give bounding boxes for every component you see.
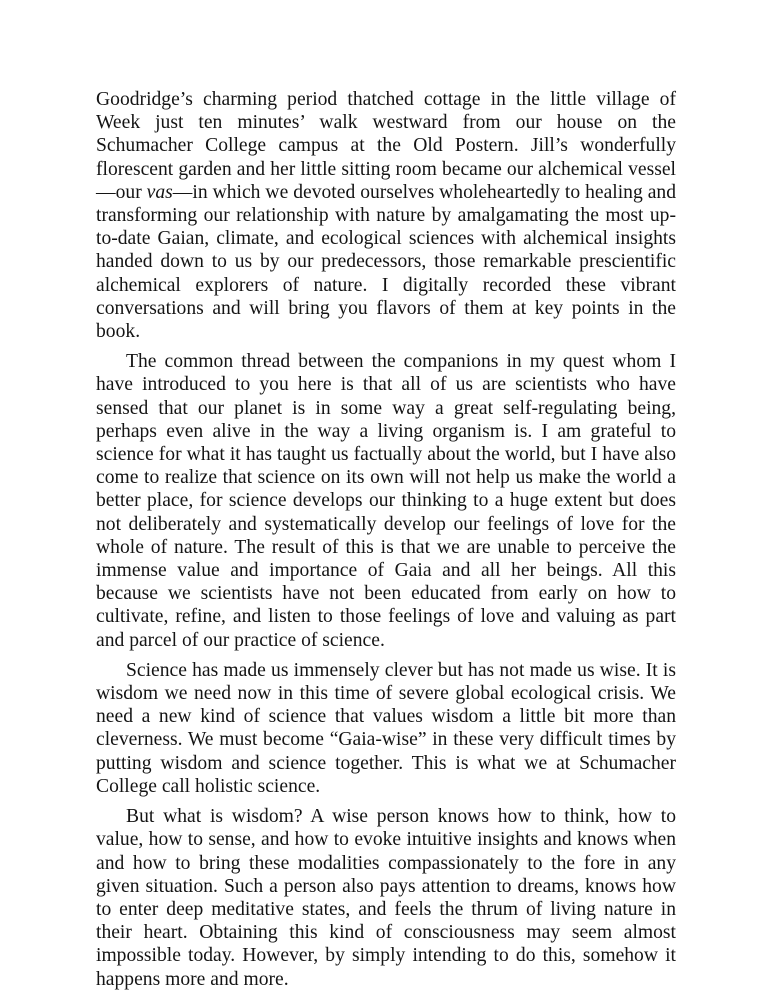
- paragraph-3: Science has made us immensely clever but has not made us wise. It is wisdom we need now in this time of severe global ecological crisis. We need a new kind of science that values wisdom a little bit more than cleverness. We must become “Gaia-wise” in these very difficult times by putting wisdom and science together. This is what we at Schumacher College call holistic science.: [96, 659, 676, 797]
- paragraph-1-text-a: Goodridge’s charming period thatched cottage in the little village of Week just ten minutes’ walk westward from our house on the Schumacher College campus at the Old Postern. Jill’s wonderfully florescent garden and her little sitting room became our alchemical vessel—our: [96, 89, 676, 203]
- paragraph-1-italic-vas: vas: [146, 181, 173, 203]
- paragraph-2: The common thread between the companions in my quest whom I have introduced to you here is that all of us are scientists who have sensed that our planet is in some way a great self-regulating being, perhaps even alive in the way a living organism is. I am grateful to science for what it has taught us factually about the world, but I have also come to realize that science on its own will not help us make the world a better place, for science develops our thinking to a huge extent but does not deliberately and systematically develop our feelings of love for the whole of nature. The result of this is that we are unable to perceive the immense value and importance of Gaia and all her beings. All this because we scientists have not been educated from early on how to cultivate, refine, and listen to those feelings of love and valuing as part and parcel of our practice of science.: [96, 351, 676, 651]
- paragraph-1: [96, 88, 676, 343]
- paragraph-4: But what is wisdom? A wise person knows how to think, how to value, how to sense, and how to evoke intuitive insights and knows when and how to bring these modalities compassionately to the fore in any given situation. Such a person also pays attention to dreams, knows how to enter deep meditative states, and feels the thrum of living nature in their heart. Obtaining this kind of consciousness may seem almost impossible today. However, by simply intending to do this, somehow it happens more and more.: [96, 806, 676, 990]
- paragraph-1-text-b: —in which we devoted ourselves wholeheartedly to healing and transforming our relationship with nature by amalgamating the most up-to-date Gaian, climate, and ecological sciences with alchemical insights handed down to us by our predecessors, those remarkable prescientific alchemical explorers of nature. I digitally recorded these vibrant conversations and will bring you flavors of them at key points in the book.: [96, 181, 676, 343]
